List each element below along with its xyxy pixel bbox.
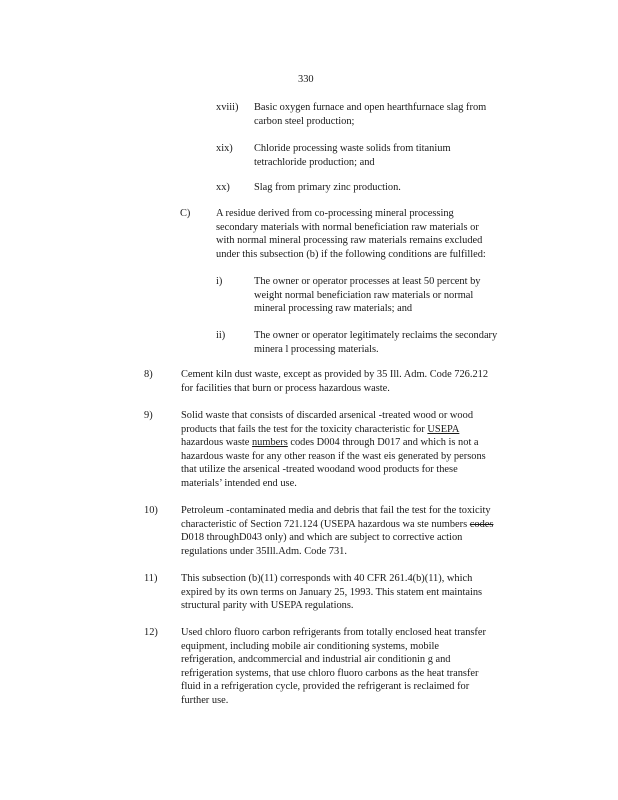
text-run: codes D004 through D017 and which is not a	[287, 437, 479, 449]
item-marker: 11)	[144, 573, 158, 584]
item-marker: i)	[216, 276, 223, 287]
text-line: tetrachloride production; and	[254, 156, 375, 168]
item-marker: 12)	[144, 627, 158, 638]
text-line: further use.	[181, 694, 229, 706]
text-line: expired by its own terms on January 25, 1993. This statem ent maintains	[181, 586, 483, 598]
item-text	[181, 368, 529, 395]
text-line: This subsection (b)(11) corresponds with 40 CFR 261.4(b)(11), which	[181, 573, 473, 584]
text-line: with normal mineral processing raw materials remains excluded	[216, 235, 483, 247]
item-text	[254, 329, 536, 356]
item-text	[254, 142, 536, 169]
item-marker: xix)	[216, 143, 233, 154]
text-line: secondary materials with normal beneficiation raw materials or	[216, 221, 479, 233]
item-text	[254, 275, 526, 316]
text-line: Cement kiln dust waste, except as provided by 35 Ill. Adm. Code 726.212	[181, 369, 489, 380]
text-line	[181, 436, 527, 450]
text-line: that utilize the arsenical -treated woodand wood products for these	[181, 464, 458, 476]
text-line: minera l processing materials.	[254, 343, 379, 355]
text-line: structural parity with USEPA regulations.	[181, 600, 354, 612]
text-line: fluid in a refrigeration cycle, provided the refrigerant is reclaimed for	[181, 681, 470, 693]
text-run: characteristic of Section 721.124 (USEPA hazardous wa ste numbers	[181, 518, 470, 530]
text-line: carbon steel production;	[254, 115, 355, 127]
text-line: The owner or operator legitimately reclaims the secondary	[254, 330, 498, 341]
item-marker: ii)	[216, 330, 226, 341]
item-text	[216, 207, 526, 261]
inserted-text: numbers	[251, 437, 288, 449]
item-marker: xviii)	[216, 102, 239, 113]
text-line	[181, 518, 527, 532]
text-line: Chloride processing waste solids from titanium	[254, 143, 451, 154]
text-line: A residue derived from co-processing mineral processing	[216, 208, 454, 219]
text-line: mineral processing raw materials; and	[254, 303, 413, 315]
item-text	[181, 504, 527, 558]
text-line: refrigeration, andcommercial and industrial air conditionin g and	[181, 654, 451, 666]
item-marker: 10)	[144, 505, 158, 516]
page-number: 330	[298, 74, 314, 85]
text-line: equipment, including mobile air conditioning systems, mobile	[181, 640, 440, 652]
item-marker: C)	[180, 208, 191, 219]
text-run: products that fails the test for the toxicity characteristic for	[181, 423, 428, 435]
deleted-text: codes	[469, 518, 494, 530]
item-marker: 9)	[144, 410, 153, 421]
text-line: refrigeration systems, that use chloro fluoro carbons as the heat transfer	[181, 667, 479, 679]
item-marker: xx)	[216, 182, 230, 193]
text-line: Basic oxygen furnace and open hearthfurnace slag from	[254, 102, 487, 113]
item-text	[254, 181, 536, 195]
inserted-text: USEPA	[427, 423, 460, 435]
text-line: Used chloro fluoro carbon refrigerants from totally enclosed heat transfer	[181, 627, 486, 638]
item-text	[181, 409, 527, 491]
text-run: hazardous waste	[181, 437, 252, 449]
text-line: under this subsection (b) if the following conditions are fulfilled:	[216, 248, 486, 260]
item-marker: 8)	[144, 369, 153, 380]
text-line: hazardous waste for any other reason if the wast eis generated by persons	[181, 450, 486, 462]
text-line: Solid waste that consists of discarded arsenical -treated wood or wood	[181, 410, 474, 421]
item-text	[181, 626, 521, 708]
item-text	[254, 101, 536, 128]
text-line: regulations under 35Ill.Adm. Code 731.	[181, 545, 347, 557]
text-line: Slag from primary zinc production.	[254, 182, 401, 193]
text-line: weight normal beneficiation raw materials or normal	[254, 289, 474, 301]
text-line: materials’ intended end use.	[181, 477, 297, 489]
text-line: The owner or operator processes at least 50 percent by	[254, 276, 481, 287]
text-line: for facilities that burn or process hazardous waste.	[181, 382, 390, 394]
item-text	[181, 572, 517, 613]
text-line: Petroleum -contaminated media and debris that fail the test for the toxicity	[181, 505, 491, 516]
text-line	[181, 423, 527, 437]
text-line: D018 throughD043 only) and which are subject to corrective action	[181, 532, 463, 544]
